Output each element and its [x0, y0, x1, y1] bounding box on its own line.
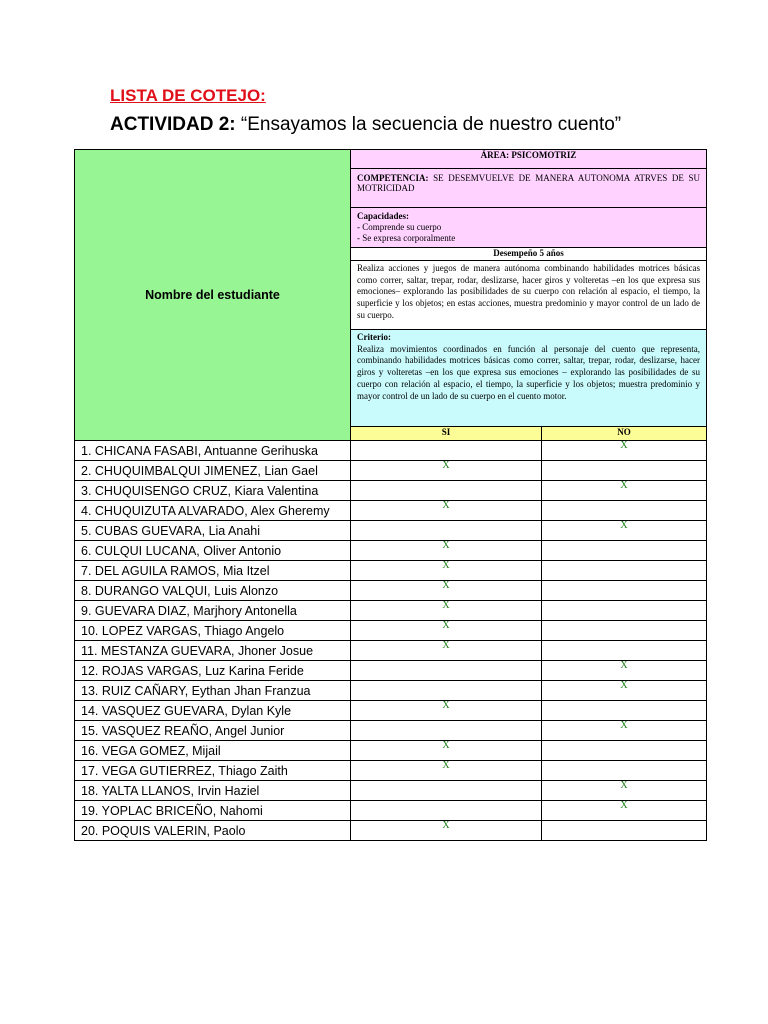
table-row [75, 661, 707, 681]
student-name: 17. VEGA GUTIERREZ, Thiago Zaith [75, 761, 351, 781]
si-mark: X [351, 641, 542, 661]
si-mark [351, 681, 542, 701]
si-mark: X [351, 821, 542, 841]
desempeno-text: Realiza acciones y juegos de manera autónoma combinando habilidades motrices básicas como correr, saltar, trepar, rodar, deslizarse, hacer giros y volteretas –en los que expresa sus emociones– explorando las posibilidades de su cuerpo con relación al espacio, el tiempo, la superficie y los objetos; en estas acciones, muestra predominio y mayor control de un lado de su cuerpo. [351, 261, 707, 330]
competencia-cell [351, 169, 707, 208]
si-mark [351, 521, 542, 541]
student-name: 6. CULQUI LUCANA, Oliver Antonio [75, 541, 351, 561]
criterio-cell [351, 330, 707, 427]
table-row [75, 441, 707, 461]
si-mark [351, 441, 542, 461]
student-name: 8. DURANGO VALQUI, Luis Alonzo [75, 581, 351, 601]
table-row [75, 541, 707, 561]
no-mark [542, 561, 707, 581]
capacidades-label: Capacidades: [357, 211, 410, 221]
table-row [75, 741, 707, 761]
si-mark: X [351, 501, 542, 521]
activity-label: ACTIVIDAD 2: [110, 114, 236, 135]
no-mark [542, 761, 707, 781]
si-mark: X [351, 621, 542, 641]
table-row [75, 781, 707, 801]
area-header: ÁREA: PSICOMOTRIZ [351, 150, 707, 169]
si-mark: X [351, 701, 542, 721]
table-row [75, 761, 707, 781]
student-name-header: Nombre del estudiante [75, 150, 351, 441]
table-row [75, 561, 707, 581]
table-row [75, 721, 707, 741]
student-name: 20. POQUIS VALERIN, Paolo [75, 821, 351, 841]
criterio-text: Realiza movimientos coordinados en función al personaje del cuento que representa, combinando habilidades motrices básicas como correr, saltar, trepar, rodar, deslizarse, hacer giros y volteretas –en los que expresa sus emociones – explorando las posibilidades de su cuerpo con relación al espacio, el tiempo, la superficie y los objetos; muestra predominio y mayor control de un lado de su cuerpo en el cuento motor. [357, 343, 701, 401]
student-name: 4. CHUQUIZUTA ALVARADO, Alex Gheremy [75, 501, 351, 521]
capacidad-item: - Comprende su cuerpo [357, 222, 442, 232]
table-row [75, 501, 707, 521]
no-mark [542, 501, 707, 521]
competencia-text: SE DESEMVUELVE DE MANERA AUTONOMA ATRVES DE SU MOTRICIDAD [357, 173, 701, 193]
si-mark: X [351, 461, 542, 481]
student-name: 10. LOPEZ VARGAS, Thiago Angelo [75, 621, 351, 641]
table-row [75, 581, 707, 601]
no-mark [542, 461, 707, 481]
no-mark: X [542, 661, 707, 681]
no-mark [542, 641, 707, 661]
student-name: 1. CHICANA FASABI, Antuanne Gerihuska [75, 441, 351, 461]
table-row [75, 681, 707, 701]
no-mark [542, 581, 707, 601]
desempeno-header: Desempeño 5 años [351, 248, 707, 261]
checklist-table [74, 149, 707, 841]
student-name: 9. GUEVARA DIAZ, Marjhory Antonella [75, 601, 351, 621]
student-name: 3. CHUQUISENGO CRUZ, Kiara Valentina [75, 481, 351, 501]
no-mark [542, 821, 707, 841]
si-mark [351, 481, 542, 501]
no-mark: X [542, 781, 707, 801]
si-mark: X [351, 581, 542, 601]
no-mark [542, 701, 707, 721]
student-name: 2. CHUQUIMBALQUI JIMENEZ, Lian Gael [75, 461, 351, 481]
table-row [75, 601, 707, 621]
si-mark [351, 801, 542, 821]
si-mark: X [351, 741, 542, 761]
student-name: 11. MESTANZA GUEVARA, Jhoner Josue [75, 641, 351, 661]
student-name: 12. ROJAS VARGAS, Luz Karina Feride [75, 661, 351, 681]
no-mark: X [542, 801, 707, 821]
capacidades-cell [351, 208, 707, 248]
student-name: 7. DEL AGUILA RAMOS, Mia Itzel [75, 561, 351, 581]
table-row [75, 801, 707, 821]
criterio-label: Criterio: [357, 332, 391, 342]
table-row [75, 821, 707, 841]
student-name: 13. RUIZ CAÑARY, Eythan Jhan Franzua [75, 681, 351, 701]
student-name: 16. VEGA GOMEZ, Mijail [75, 741, 351, 761]
no-mark: X [542, 441, 707, 461]
table-row [75, 481, 707, 501]
no-mark: X [542, 521, 707, 541]
si-mark: X [351, 541, 542, 561]
si-mark [351, 721, 542, 741]
student-name: 18. YALTA LLANOS, Irvin Haziel [75, 781, 351, 801]
student-name: 15. VASQUEZ REAÑO, Angel Junior [75, 721, 351, 741]
table-row [75, 621, 707, 641]
activity-name: “Ensayamos la secuencia de nuestro cuento” [240, 114, 622, 135]
student-name: 5. CUBAS GUEVARA, Lia Anahi [75, 521, 351, 541]
no-mark [542, 621, 707, 641]
no-mark [542, 541, 707, 561]
activity-title [110, 114, 621, 136]
page-title: LISTA DE COTEJO: [110, 86, 266, 105]
no-mark: X [542, 721, 707, 741]
competencia-label: COMPETENCIA: [357, 173, 429, 183]
si-mark [351, 661, 542, 681]
table-row [75, 701, 707, 721]
no-mark: X [542, 681, 707, 701]
no-column-header: NO [542, 427, 707, 441]
si-mark: X [351, 761, 542, 781]
student-name: 14. VASQUEZ GUEVARA, Dylan Kyle [75, 701, 351, 721]
table-row [75, 461, 707, 481]
si-mark: X [351, 561, 542, 581]
table-row [75, 641, 707, 661]
table-row [75, 521, 707, 541]
no-mark [542, 741, 707, 761]
student-name: 19. YOPLAC BRICEÑO, Nahomi [75, 801, 351, 821]
si-column-header: SI [351, 427, 542, 441]
si-mark: X [351, 601, 542, 621]
no-mark: X [542, 481, 707, 501]
si-mark [351, 781, 542, 801]
no-mark [542, 601, 707, 621]
capacidad-item: - Se expresa corporalmente [357, 233, 456, 243]
